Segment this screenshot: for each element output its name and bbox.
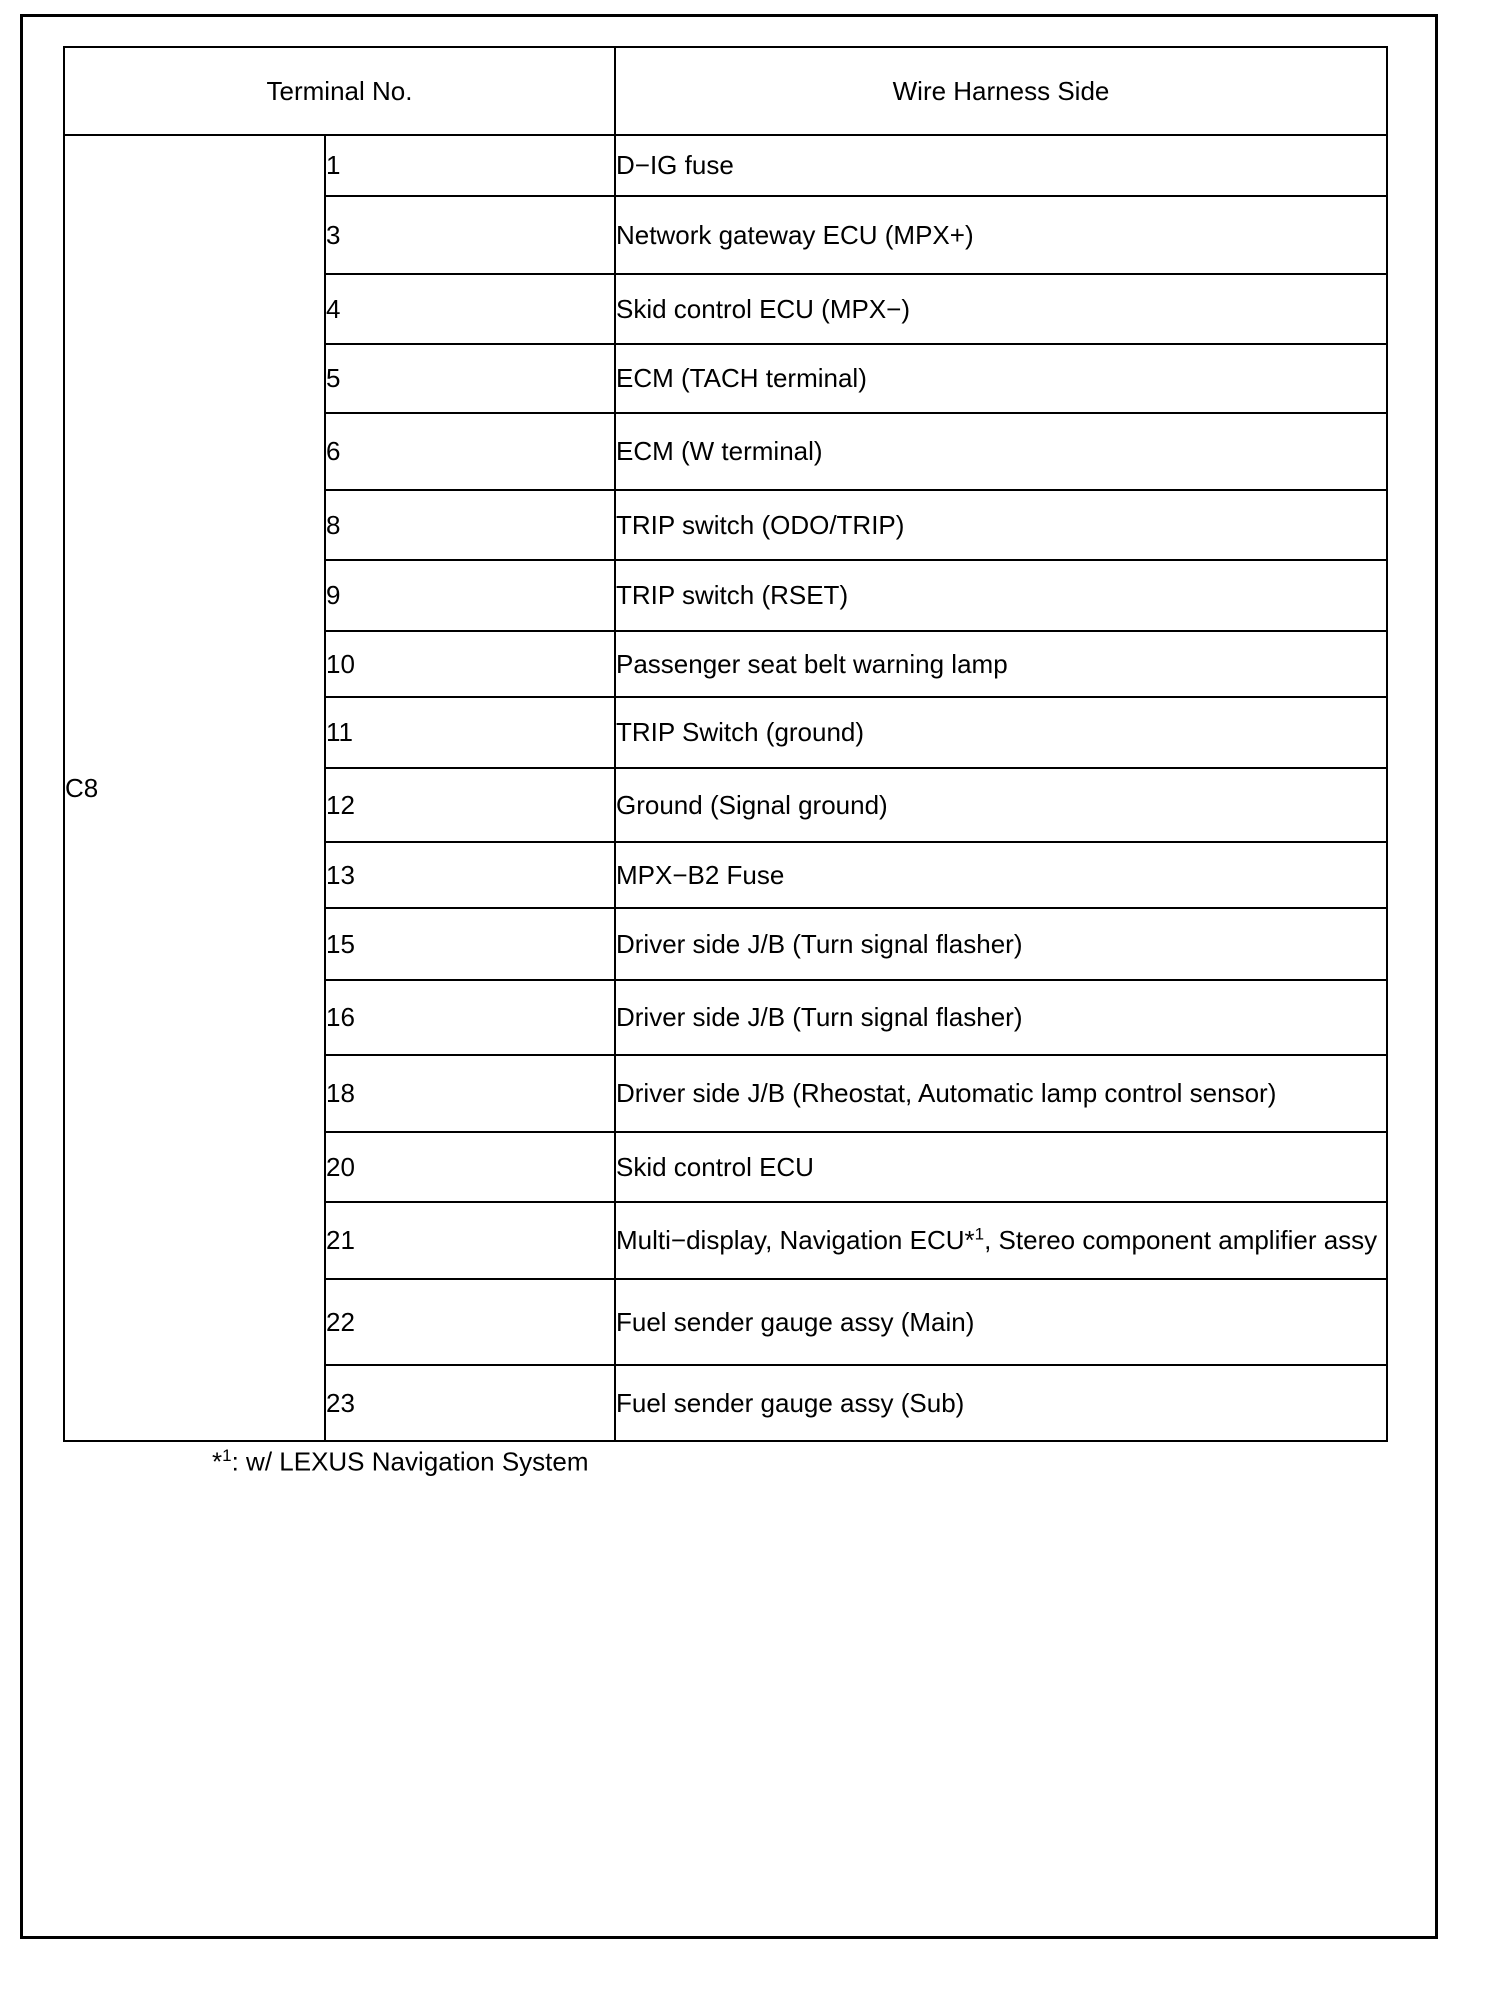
terminal-number: 8	[325, 490, 615, 560]
wire-harness-side: Ground (Signal ground)	[615, 768, 1387, 842]
header-terminal-no: Terminal No.	[64, 47, 615, 135]
wire-harness-side: Fuel sender gauge assy (Main)	[615, 1279, 1387, 1365]
wire-harness-side: ECM (TACH terminal)	[615, 344, 1387, 413]
wire-harness-side	[615, 1202, 1387, 1279]
wire-harness-side: TRIP Switch (ground)	[615, 697, 1387, 768]
terminal-number: 16	[325, 980, 615, 1055]
wire-harness-side: Fuel sender gauge assy (Sub)	[615, 1365, 1387, 1441]
wire-harness-side: TRIP switch (ODO/TRIP)	[615, 490, 1387, 560]
wire-harness-side: ECM (W terminal)	[615, 413, 1387, 490]
terminal-number: 6	[325, 413, 615, 490]
table-row	[64, 135, 1387, 196]
terminal-number: 22	[325, 1279, 615, 1365]
terminal-number: 4	[325, 274, 615, 344]
table-header-row	[64, 47, 1387, 135]
desc-text: Multi−display, Navigation ECU*	[616, 1225, 975, 1256]
terminal-number: 9	[325, 560, 615, 631]
wire-harness-side: Driver side J/B (Rheostat, Automatic lamp control sensor)	[615, 1055, 1387, 1132]
terminal-number: 12	[325, 768, 615, 842]
wire-harness-side: Passenger seat belt warning lamp	[615, 631, 1387, 697]
footnote-marker: *	[212, 1446, 223, 1477]
wire-harness-side: Network gateway ECU (MPX+)	[615, 196, 1387, 274]
terminal-number: 5	[325, 344, 615, 413]
terminal-number: 1	[325, 135, 615, 196]
wire-harness-side: Skid control ECU	[615, 1132, 1387, 1202]
wire-harness-side: D−IG fuse	[615, 135, 1387, 196]
wire-harness-side: Skid control ECU (MPX−)	[615, 274, 1387, 344]
wire-harness-side: MPX−B2 Fuse	[615, 842, 1387, 908]
footnote-text: : w/ LEXUS Navigation System	[231, 1446, 589, 1477]
footnote	[212, 1446, 589, 1478]
terminal-number: 13	[325, 842, 615, 908]
terminal-number: 10	[325, 631, 615, 697]
terminal-number: 23	[325, 1365, 615, 1441]
terminal-number: 18	[325, 1055, 615, 1132]
terminal-number: 15	[325, 908, 615, 980]
wire-harness-side: Driver side J/B (Turn signal flasher)	[615, 908, 1387, 980]
connector-label: C8	[64, 135, 325, 1441]
footnote-number: 1	[222, 1446, 232, 1465]
wire-harness-side: TRIP switch (RSET)	[615, 560, 1387, 631]
terminal-number: 21	[325, 1202, 615, 1279]
header-wire-harness-side: Wire Harness Side	[615, 47, 1387, 135]
terminal-number: 3	[325, 196, 615, 274]
terminal-table	[63, 46, 1388, 1442]
desc-text: , Stereo component amplifier assy	[984, 1225, 1378, 1256]
footnote-marker: 1	[974, 1224, 985, 1244]
terminal-number: 20	[325, 1132, 615, 1202]
terminal-number: 11	[325, 697, 615, 768]
wire-harness-side: Driver side J/B (Turn signal flasher)	[615, 980, 1387, 1055]
